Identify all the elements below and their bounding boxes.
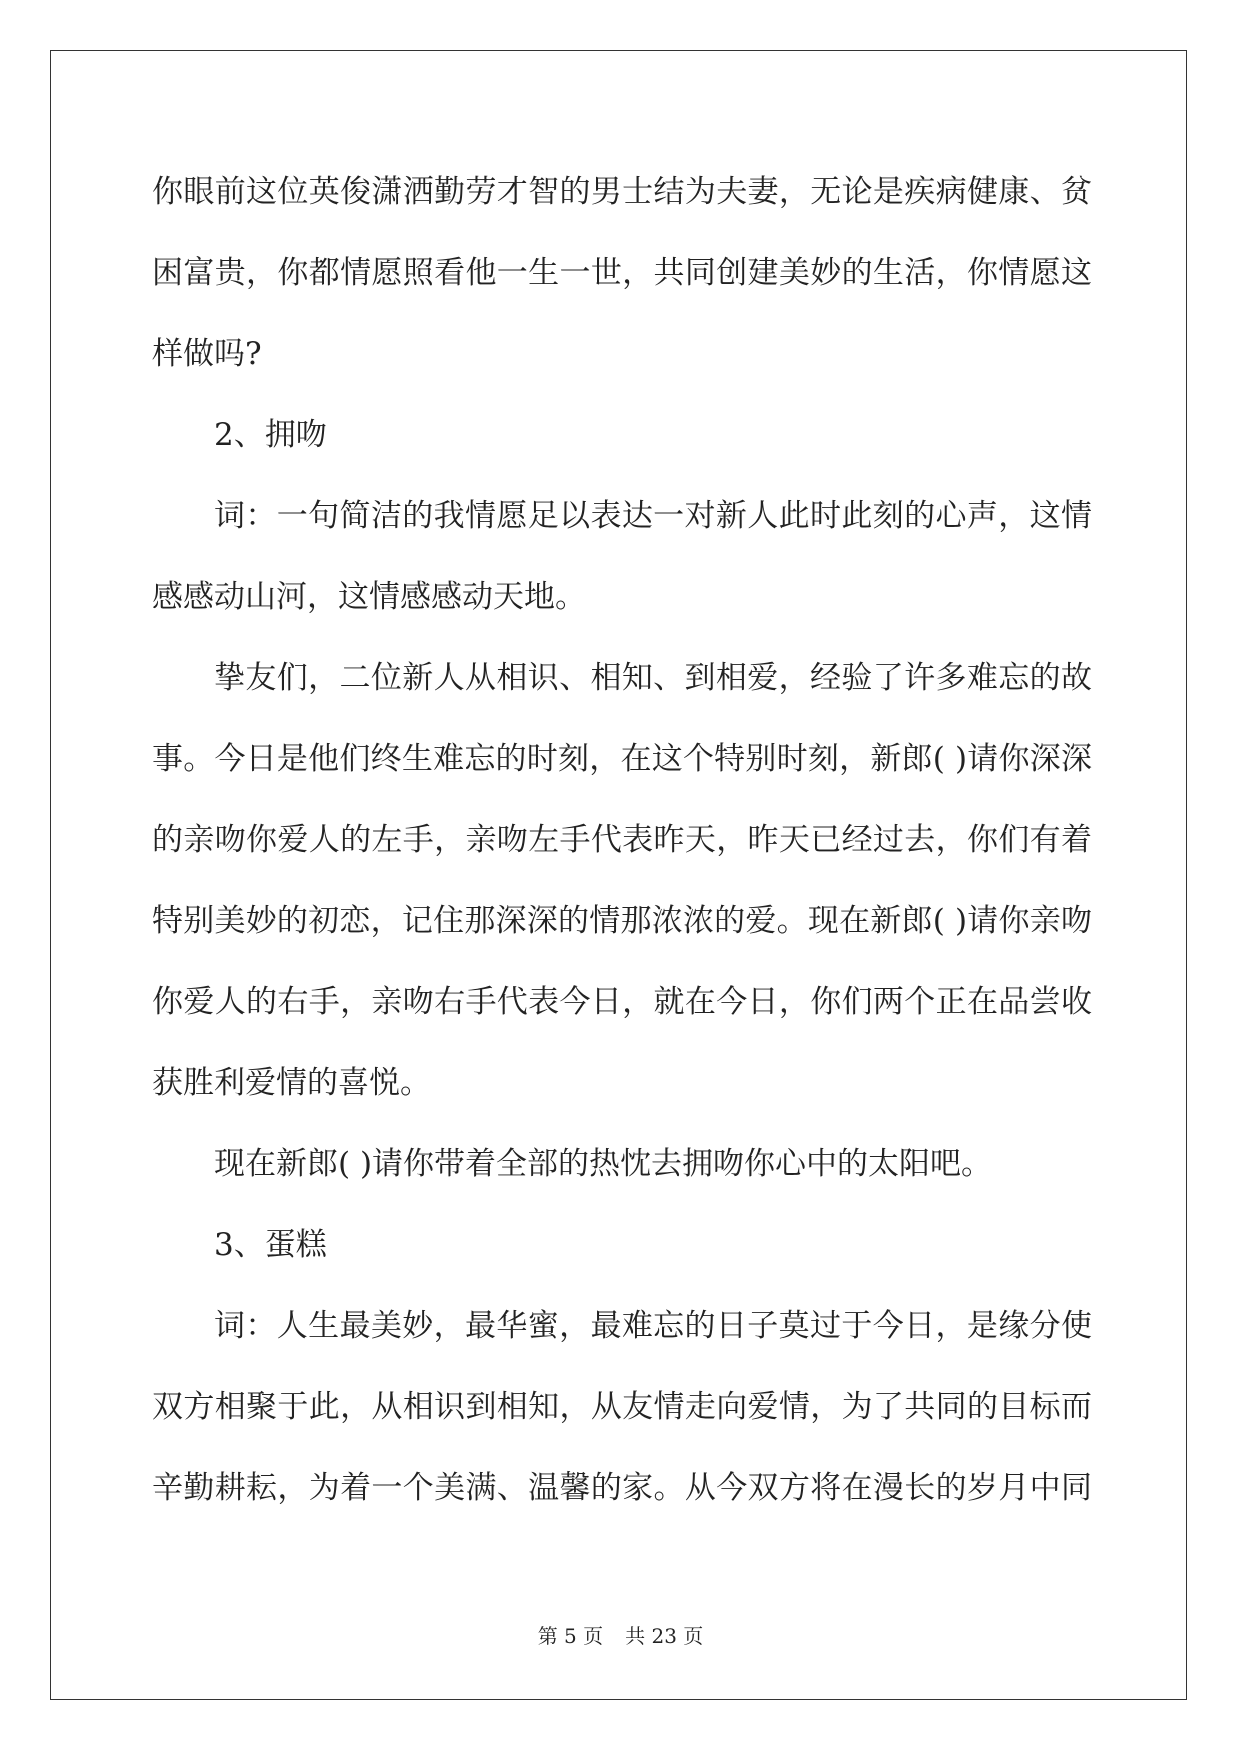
- text-line: 词：一句简洁的我情愿足以表达一对新人此时此刻的心声，这情: [214, 498, 1092, 534]
- text-line: 的亲吻你爱人的左手，亲吻左手代表昨天，昨天已经过去，你们有着: [152, 822, 1092, 858]
- text-line: 你爱人的右手，亲吻右手代表今日，就在今日，你们两个正在品尝收: [152, 984, 1092, 1020]
- page-footer: [0, 1620, 1241, 1649]
- page-number: 第 5 页: [537, 1624, 604, 1648]
- text-line: 你眼前这位英俊潇洒勤劳才智的男士结为夫妻，无论是疾病健康、贫: [152, 174, 1092, 210]
- page-total: 共 23 页: [625, 1624, 704, 1648]
- text-line: 3、蛋糕: [214, 1227, 327, 1263]
- text-line: 感感动山河，这情感感动天地。: [152, 579, 586, 615]
- text-line: 辛勤耕耘，为着一个美满、温馨的家。从今双方将在漫长的岁月中同: [152, 1470, 1092, 1506]
- text-line: 事。今日是他们终生难忘的时刻，在这个特别时刻，新郎( )请你深深: [152, 741, 1092, 777]
- text-line: 词：人生最美妙，最华蜜，最难忘的日子莫过于今日，是缘分使: [214, 1308, 1092, 1344]
- text-line: 困富贵，你都情愿照看他一生一世，共同创建美妙的生活，你情愿这: [152, 255, 1092, 291]
- text-line: 2、拥吻: [214, 417, 327, 453]
- text-line: 获胜利爱情的喜悦。: [152, 1065, 431, 1101]
- text-line: 样做吗?: [152, 336, 262, 372]
- text-line: 特别美妙的初恋，记住那深深的情那浓浓的爱。现在新郎( )请你亲吻: [152, 903, 1092, 939]
- text-line: 双方相聚于此，从相识到相知，从友情走向爱情，为了共同的目标而: [152, 1389, 1092, 1425]
- text-line: 挚友们，二位新人从相识、相知、到相爱，经验了许多难忘的故: [214, 660, 1092, 696]
- document-body: [152, 152, 1092, 1529]
- text-line: 现在新郎( )请你带着全部的热忱去拥吻你心中的太阳吧。: [214, 1146, 993, 1182]
